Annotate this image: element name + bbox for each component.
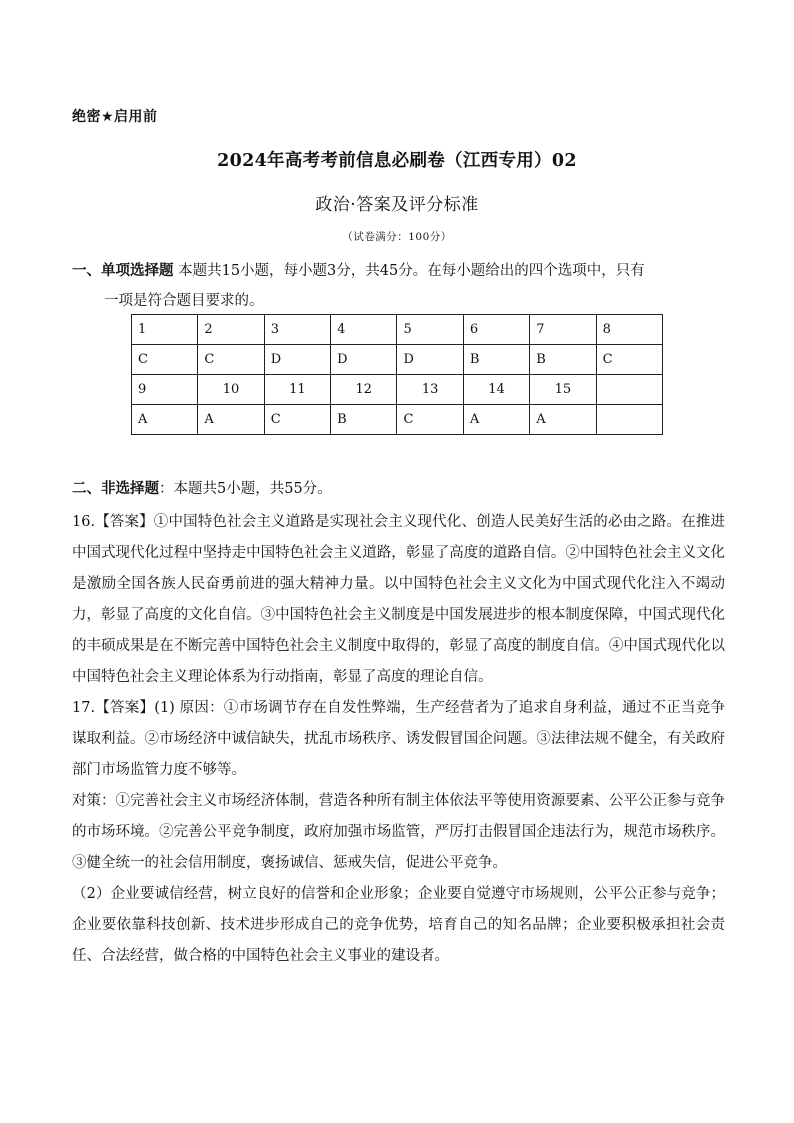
- section2-intro: ：本题共5小题，共55分。: [159, 481, 332, 497]
- section-non-choice: [72, 477, 732, 498]
- q17-part1-reason: 17.【答案】(1) 原因：①市场调节存在自发性弊端，生产经营者为了追求自身利益，通过不正当竞争谋取利益。②市场经济中诚信缺失，扰乱市场秩序、诱发假冒国企问题。③法律法规不健全，有关政府部门市场监管力度不够等。: [72, 700, 725, 778]
- table-cell: 3: [264, 315, 330, 345]
- table-cell: 15: [530, 375, 596, 405]
- table-row: [132, 345, 663, 375]
- table-cell: 5: [397, 315, 463, 345]
- answer-body: [72, 507, 725, 972]
- table-cell: 2: [198, 315, 264, 345]
- table-cell: 8: [596, 315, 662, 345]
- table-cell: D: [331, 345, 397, 375]
- page-title: 2024年高考考前信息必刷卷（江西专用）02: [217, 151, 577, 171]
- section-multiple-choice: [72, 256, 732, 316]
- table-cell: A: [463, 405, 529, 435]
- q17-part2: （2）企业要诚信经营，树立良好的信誉和企业形象；企业要自觉遵守市场规则，公平公正参与竞争；企业要依靠科技创新、技术进步形成自己的竞争优势，培育自己的知名品牌；企业要积极承担社会责任、合法经营，做合格的中国特色社会主义事业的建设者。: [72, 886, 725, 964]
- table-cell: 10: [198, 375, 264, 405]
- table-cell: C: [132, 345, 198, 375]
- section1-intro-line2: 一项是符合题目要求的。: [104, 293, 264, 309]
- table-cell: B: [463, 345, 529, 375]
- table-cell: 14: [463, 375, 529, 405]
- confidential-label: 绝密★启用前: [72, 109, 158, 125]
- q17-part1-measures: 对策：①完善社会主义市场经济体制，营造各种所有制主体依法平等使用资源要素、公平公正参与竞争的市场环境。②完善公平竞争制度，政府加强市场监管，严厉打击假冒国企违法行为，规范市场秩序。③健全统一的社会信用制度，褒扬诚信、惩戒失信，促进公平竞争。: [72, 793, 725, 871]
- table-cell: A: [530, 405, 596, 435]
- page-subtitle: 政治·答案及评分标准: [315, 195, 479, 215]
- section2-heading: 二、非选择题: [72, 481, 159, 497]
- table-cell: C: [596, 345, 662, 375]
- table-cell: B: [530, 345, 596, 375]
- score-note: （试卷满分：100分）: [342, 231, 452, 243]
- table-cell: C: [264, 405, 330, 435]
- table-cell: 12: [331, 375, 397, 405]
- q16-answer: 16.【答案】①中国特色社会主义道路是实现社会主义现代化、创造人民美好生活的必由之路。在推进中国式现代化过程中坚持走中国特色社会主义道路，彰显了高度的道路自信。②中国特色社会主义文化是激励全国各族人民奋勇前进的强大精神力量。以中国特色社会主义文化为中国式现代化注入不竭动力，彰显了高度的文化自信。③中国特色社会主义制度是中国发展进步的根本制度保障，中国式现代化的丰硕成果是在不断完善中国特色社会主义制度中取得的，彰显了高度的制度自信。④中国式现代化以中国特色社会主义理论体系为行动指南，彰显了高度的理论自信。: [72, 514, 725, 685]
- table-cell: 6: [463, 315, 529, 345]
- table-cell: 13: [397, 375, 463, 405]
- table-row: [132, 315, 663, 345]
- table-cell: C: [198, 345, 264, 375]
- table-cell: [596, 405, 662, 435]
- table-cell: C: [397, 405, 463, 435]
- table-cell: D: [397, 345, 463, 375]
- section1-intro-line1: 本题共15小题，每小题3分，共45分。在每小题给出的四个选项中，只有: [173, 263, 645, 279]
- table-cell: 11: [264, 375, 330, 405]
- table-cell: 9: [132, 375, 198, 405]
- table-cell: A: [198, 405, 264, 435]
- table-row: [132, 375, 663, 405]
- table-cell: B: [331, 405, 397, 435]
- table-cell: 1: [132, 315, 198, 345]
- section1-heading: 一、单项选择题: [72, 263, 174, 279]
- table-cell: 7: [530, 315, 596, 345]
- table-cell: D: [264, 345, 330, 375]
- table-cell: 4: [331, 315, 397, 345]
- table-row: [132, 405, 663, 435]
- table-cell: [596, 375, 662, 405]
- table-cell: A: [132, 405, 198, 435]
- answer-table: [131, 314, 663, 435]
